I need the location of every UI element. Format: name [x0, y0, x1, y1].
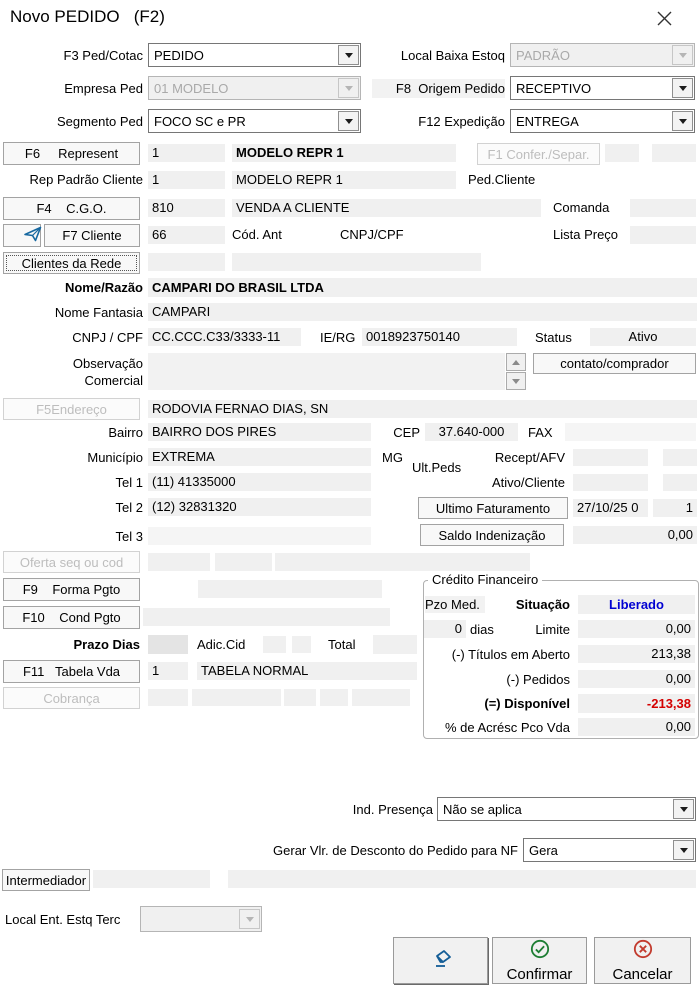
rep-padrao-label: Rep Padrão Cliente — [29, 172, 143, 187]
oferta-field-3[interactable] — [275, 553, 530, 571]
send-cliente-button[interactable] — [3, 224, 41, 247]
scroll-down-icon[interactable] — [506, 372, 526, 390]
ind-presenca-select[interactable]: Não se aplica — [437, 797, 696, 821]
titulos-aberto-label: (-) Títulos em Aberto — [451, 647, 570, 662]
oferta-button: Oferta seq ou cod — [3, 551, 140, 573]
confirmar-button[interactable] — [492, 937, 587, 984]
uf-field: MG — [382, 450, 403, 465]
observacao-textarea[interactable] — [148, 353, 505, 390]
ultimo-faturamento-button[interactable]: Ultimo Faturamento — [418, 497, 568, 519]
confer-field-2[interactable] — [652, 144, 696, 162]
cgo-button[interactable]: F4 C.G.O. — [3, 197, 140, 220]
expedicao-label: F12 Expedição — [418, 114, 505, 129]
acresc-pco-vda-field: 0,00 — [578, 718, 695, 736]
scroll-up-icon[interactable] — [506, 353, 526, 371]
prazo-dias-field[interactable] — [148, 635, 188, 654]
cobranca-field-3[interactable] — [284, 689, 316, 706]
dropdown-arrow-icon — [672, 45, 693, 65]
cobranca-field-5[interactable] — [352, 689, 410, 706]
cnpj-field: CC.CCC.C33/3333-11 — [148, 328, 301, 346]
prazo-dias-label: Prazo Dias — [73, 637, 140, 652]
rede-field-2[interactable] — [232, 253, 481, 271]
origem-select[interactable]: RECEPTIVO — [510, 76, 695, 100]
titulos-aberto-field: 213,38 — [578, 645, 695, 663]
ativo-cliente-label: Ativo/Cliente — [492, 475, 565, 490]
cobranca-field-2[interactable] — [192, 689, 281, 706]
observacao-label-line1: Observação — [72, 356, 143, 371]
adic-cid-field-2[interactable] — [292, 636, 311, 653]
pzo-med-label: Pzo Med. — [425, 596, 485, 613]
gerar-desconto-select[interactable]: Gera — [523, 838, 696, 862]
intermediador-button[interactable]: Intermediador — [2, 869, 90, 891]
represent-code-field: 1 — [148, 144, 225, 162]
ped-cotac-label: F3 Ped/Cotac — [63, 48, 143, 63]
confirmar-label: Confirmar — [506, 965, 573, 983]
cobranca-field-4[interactable] — [320, 689, 348, 706]
intermediador-field-2[interactable] — [228, 870, 696, 888]
adic-cid-label: Adic.Cid — [197, 637, 246, 652]
forma-pgto-button[interactable]: F9 Forma Pgto — [3, 578, 140, 601]
ult-peds-label: Ult.Peds — [412, 460, 462, 475]
endereco-button: F5Endereço — [3, 398, 140, 420]
empresa-label: Empresa Ped — [64, 81, 143, 96]
status-field: Ativo — [590, 328, 696, 346]
ultimo-faturamento-count-field: 1 — [653, 499, 697, 517]
cod-ant-label: Cód. Ant — [232, 227, 282, 242]
nome-razao-field: CAMPARI DO BRASIL LTDA — [148, 278, 697, 297]
intermediador-field-1[interactable] — [93, 870, 210, 888]
nome-fantasia-field: CAMPARI — [148, 303, 697, 321]
recept-afv-label: Recept/AFV — [494, 450, 565, 465]
tel3-field[interactable] — [148, 527, 371, 545]
recept-afv-field-1 — [573, 449, 648, 466]
cgo-code-field: 810 — [148, 199, 225, 217]
cond-pgto-field[interactable] — [143, 608, 390, 626]
cliente-code-field: 66 — [148, 226, 225, 244]
tabela-vda-name-field: TABELA NORMAL — [197, 662, 417, 680]
dropdown-arrow-icon — [239, 909, 260, 929]
tabela-vda-code-field: 1 — [148, 662, 188, 680]
cnpj-cpf-label: CNPJ/CPF — [340, 227, 404, 242]
pedidos-label: (-) Pedidos — [506, 672, 570, 687]
adic-cid-field-1[interactable] — [263, 636, 286, 653]
total-field — [373, 635, 417, 654]
ind-presenca-label: Ind. Presença — [352, 802, 433, 817]
dropdown-arrow-icon[interactable] — [672, 111, 693, 131]
status-label: Status — [535, 330, 572, 345]
pedidos-field: 0,00 — [578, 670, 695, 688]
rep-padrao-code-field: 1 — [148, 171, 225, 189]
disponivel-field: -213,38 — [578, 694, 695, 713]
ultimo-faturamento-date-field: 27/10/25 0 — [573, 499, 648, 517]
dropdown-arrow-icon[interactable] — [338, 45, 359, 65]
oferta-field-2[interactable] — [215, 553, 272, 571]
dropdown-arrow-icon[interactable] — [672, 78, 693, 98]
dropdown-arrow-icon[interactable] — [338, 111, 359, 131]
saldo-indenizacao-field: 0,00 — [573, 526, 697, 544]
comanda-label: Comanda — [553, 200, 610, 215]
cancelar-label: Cancelar — [612, 965, 673, 983]
pzo-med-dias-field: 0 — [424, 620, 466, 638]
disponivel-label: (=) Disponível — [484, 696, 570, 711]
recept-afv-field-2 — [663, 449, 697, 466]
forma-pgto-field[interactable] — [198, 580, 382, 598]
local-baixa-label: Local Baixa Estoq — [400, 48, 505, 63]
local-ent-select — [140, 906, 262, 932]
fax-label: FAX — [528, 425, 553, 440]
represent-button[interactable]: F6 Represent — [3, 142, 140, 165]
cep-label: CEP — [393, 425, 420, 440]
cobranca-field-1[interactable] — [148, 689, 188, 706]
dropdown-arrow-icon[interactable] — [673, 840, 694, 860]
bairro-label: Bairro — [108, 425, 143, 440]
nome-fantasia-label: Nome Fantasia — [54, 305, 143, 320]
limite-label: Limite — [535, 622, 570, 637]
fax-field[interactable] — [565, 423, 696, 441]
cancelar-button[interactable] — [594, 937, 691, 984]
saldo-indenizacao-button[interactable]: Saldo Indenização — [420, 524, 564, 546]
cnpj-label: CNPJ / CPF — [72, 330, 143, 345]
limpar-button[interactable] — [393, 937, 488, 984]
oferta-field-1[interactable] — [148, 553, 210, 571]
municipio-label: Município — [87, 450, 143, 465]
expedicao-select[interactable]: ENTREGA — [510, 109, 695, 133]
window-title: Novo PEDIDO (F2) — [10, 7, 165, 26]
ie-rg-label: IE/RG — [320, 330, 356, 345]
tel2-field: (12) 32831320 — [148, 498, 371, 516]
situacao-field: Liberado — [578, 595, 695, 614]
acresc-pco-vda-label: % de Acrésc Pco Vda — [444, 720, 570, 735]
rep-padrao-name-field: MODELO REPR 1 — [232, 171, 456, 189]
cliente-button[interactable]: F7 Cliente — [44, 224, 140, 247]
dropdown-arrow-icon[interactable] — [673, 799, 694, 819]
eraser-icon — [428, 947, 454, 975]
municipio-field: EXTREMA — [148, 448, 371, 466]
credito-financeiro-title: Crédito Financeiro — [428, 572, 542, 587]
tabela-vda-button[interactable]: F11 Tabela Vda — [3, 660, 140, 683]
close-icon[interactable] — [652, 6, 676, 30]
comanda-field[interactable] — [630, 199, 696, 217]
nome-razao-label: Nome/Razão — [64, 280, 143, 295]
tel3-label: Tel 3 — [115, 529, 143, 544]
ativo-cliente-field-1 — [573, 474, 648, 491]
segmento-label: Segmento Ped — [56, 114, 143, 129]
represent-name-field: MODELO REPR 1 — [232, 144, 456, 162]
local-ent-label: Local Ent. Estq Terc — [5, 912, 121, 927]
ped-cotac-select[interactable]: PEDIDO — [148, 43, 361, 67]
empresa-select: 01 MODELO — [148, 76, 361, 100]
ie-rg-field: 0018923750140 — [362, 328, 517, 346]
local-baixa-select: PADRÃO — [510, 43, 695, 67]
gerar-desconto-label: Gerar Vlr. de Desconto do Pedido para NF — [273, 843, 518, 858]
lista-preco-label: Lista Preço — [553, 227, 619, 242]
rede-field-1[interactable] — [148, 253, 225, 271]
dropdown-arrow-icon — [338, 78, 359, 98]
lista-preco-field[interactable] — [630, 226, 696, 244]
observacao-label-line2: Comercial — [84, 373, 143, 388]
tel1-field: (11) 41335000 — [148, 473, 371, 491]
cobranca-button: Cobrança — [3, 687, 140, 709]
endereco-field: RODOVIA FERNAO DIAS, SN — [148, 400, 697, 418]
x-circle-icon — [633, 939, 653, 963]
situacao-label: Situação — [515, 597, 570, 612]
tel2-label: Tel 2 — [115, 500, 143, 515]
bairro-field: BAIRRO DOS PIRES — [148, 423, 371, 441]
origem-label: F8 Origem Pedido — [372, 79, 505, 98]
cep-field: 37.640-000 — [425, 423, 518, 441]
clientes-rede-button[interactable]: Clientes da Rede — [3, 252, 140, 274]
confer-separ-button: F1 Confer./Separ. — [477, 143, 600, 165]
ped-cliente-label: Ped.Cliente — [468, 172, 536, 187]
tel1-label: Tel 1 — [115, 475, 143, 490]
cond-pgto-button[interactable]: F10 Cond Pgto — [3, 606, 140, 629]
limite-field: 0,00 — [578, 620, 695, 638]
observacao-scrollbar[interactable] — [506, 353, 526, 391]
contato-comprador-button[interactable]: contato/comprador — [533, 353, 696, 374]
dias-suffix-label: dias — [470, 622, 494, 637]
confer-field-1[interactable] — [605, 144, 639, 162]
ativo-cliente-field-2 — [663, 474, 697, 491]
check-circle-icon — [530, 939, 550, 963]
segmento-select[interactable]: FOCO SC e PR — [148, 109, 361, 133]
total-label: Total — [328, 637, 356, 652]
cgo-name-field: VENDA A CLIENTE — [232, 199, 541, 217]
